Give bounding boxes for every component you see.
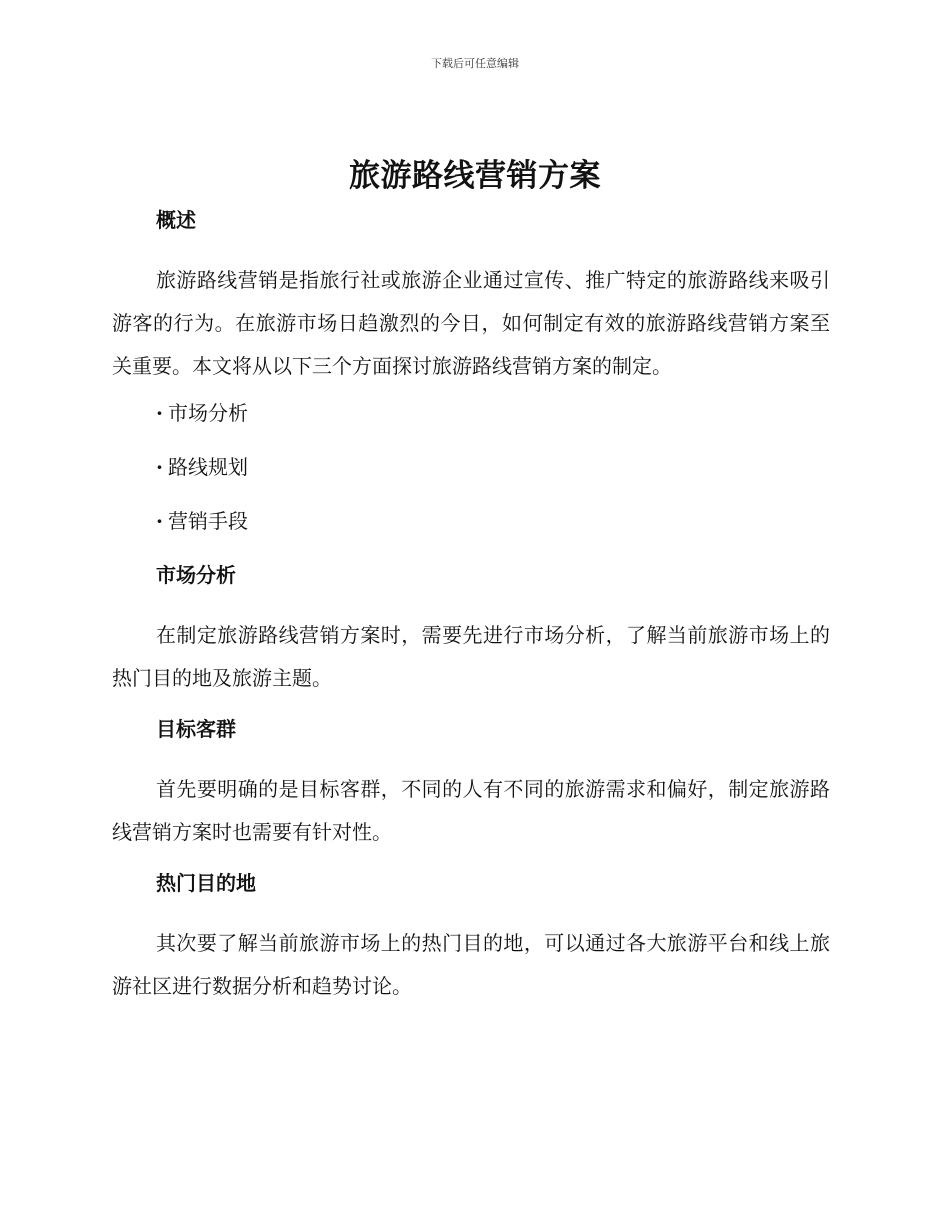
bullet-text: 路线规划	[168, 455, 248, 479]
bullet-text: 市场分析	[168, 401, 248, 425]
bullet-item	[156, 452, 830, 482]
bullet-dot-icon: ·	[156, 509, 163, 533]
bullet-item	[156, 506, 830, 536]
section-heading-hot-destinations: 热门目的地	[156, 871, 256, 895]
bullet-item	[156, 398, 830, 428]
section-heading-market-analysis: 市场分析	[156, 563, 236, 587]
section-heading-overview: 概述	[156, 208, 196, 232]
target-customers-paragraph: 首先要明确的是目标客群，不同的人有不同的旅游需求和偏好，制定旅游路线营销方案时也需要有针对性。	[112, 777, 830, 844]
bullet-dot-icon: ·	[156, 455, 163, 479]
document-title: 旅游路线营销方案	[349, 158, 601, 194]
overview-paragraph: 旅游路线营销是指旅行社或旅游企业通过宣传、推广特定的旅游路线来吸引游客的行为。在旅游市场日趋激烈的今日，如何制定有效的旅游路线营销方案至关重要。本文将从以下三个方面探讨旅游路线营销方案的制定。	[112, 268, 830, 378]
market-analysis-paragraph: 在制定旅游路线营销方案时，需要先进行市场分析，了解当前旅游市场上的热门目的地及旅游主题。	[112, 623, 830, 690]
bullet-dot-icon: ·	[156, 401, 163, 425]
section-heading-target-customers: 目标客群	[156, 717, 236, 741]
document-body	[112, 205, 830, 1008]
header-note: 下载后可任意编辑	[431, 57, 519, 70]
hot-destinations-paragraph: 其次要了解当前旅游市场上的热门目的地，可以通过各大旅游平台和线上旅游社区进行数据分析和趋势讨论。	[112, 931, 830, 998]
overview-bullet-list	[112, 398, 830, 536]
bullet-text: 营销手段	[168, 509, 248, 533]
